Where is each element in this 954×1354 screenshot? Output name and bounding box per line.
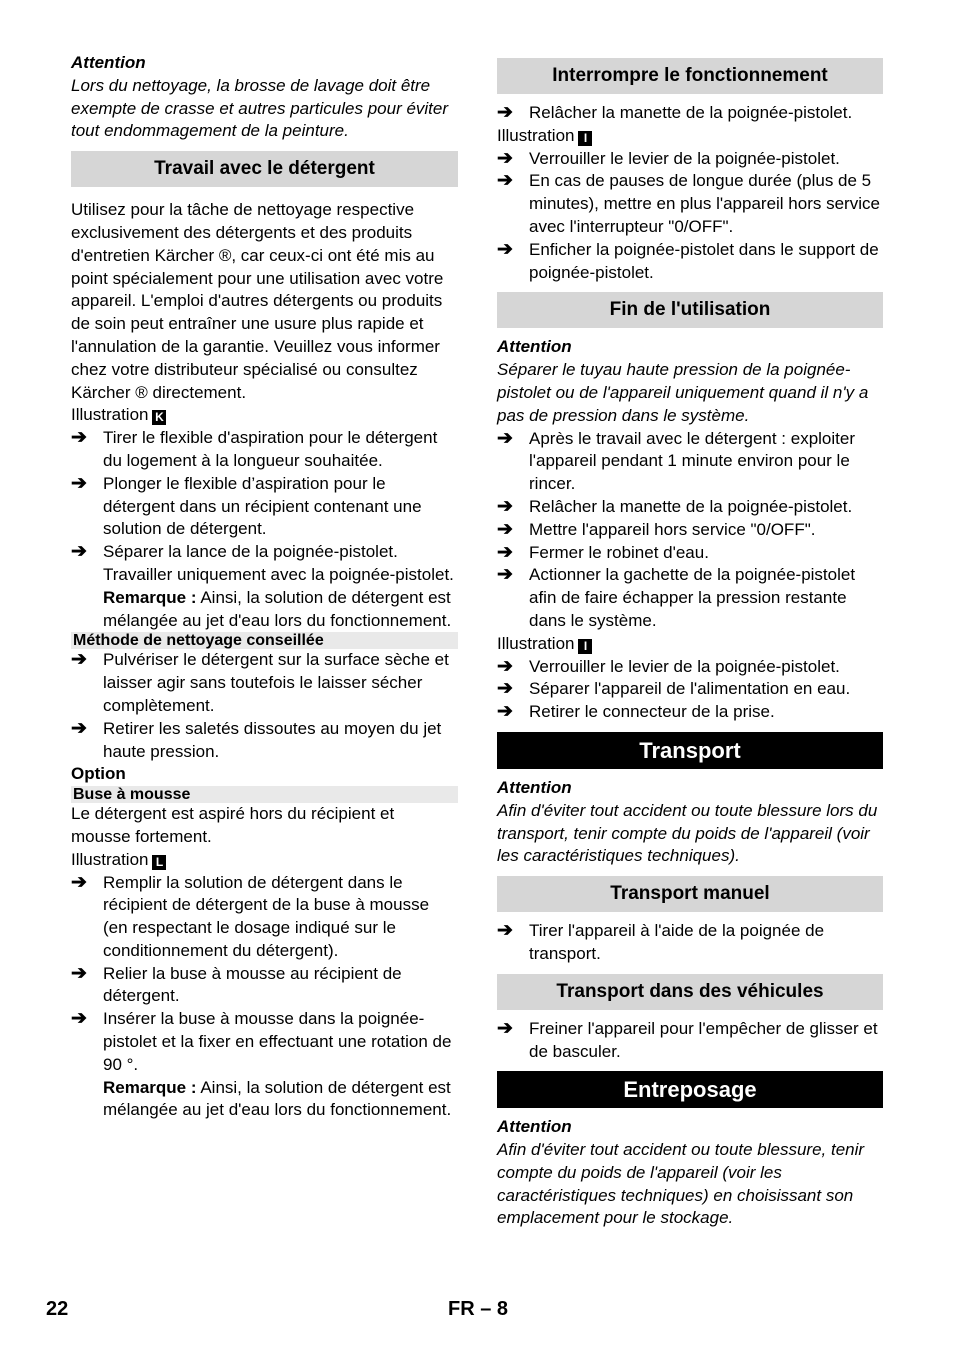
arrow-right-icon: ➔ xyxy=(497,701,513,723)
attention-title: Attention xyxy=(497,1117,572,1137)
arrow-right-icon: ➔ xyxy=(497,495,513,517)
section-heading-interrupt: Interrompre le fonctionnement xyxy=(497,58,883,94)
illustration-ref: Illustration L xyxy=(71,849,458,872)
subheading-foam: Buse à mousse xyxy=(71,786,458,803)
section-heading-detergent: Travail avec le détergent xyxy=(71,151,458,187)
detergent-note: Remarque : Ainsi, la solution de détergent est mélangée au jet d'eau lors du fonctionnement. xyxy=(103,587,452,630)
arrow-right-icon: ➔ xyxy=(71,427,87,449)
illustration-l-icon: L xyxy=(152,855,166,870)
end-steps-2 xyxy=(497,656,883,724)
list-item: ➔ Mettre l'appareil hors service "0/OFF". xyxy=(497,518,816,540)
page-reference: FR – 8 xyxy=(448,1298,509,1320)
list-item: ➔ Retirer les saletés dissoutes au moyen du jet haute pression. xyxy=(71,717,442,761)
end-steps xyxy=(497,428,883,633)
arrow-right-icon: ➔ xyxy=(497,541,513,563)
subheading-method: Méthode de nettoyage conseillée xyxy=(71,632,458,649)
illustration-ref: Illustration I xyxy=(497,633,883,656)
interrupt-steps xyxy=(497,102,883,125)
detergent-intro: Utilisez pour la tâche de nettoyage respective exclusivement des détergents et des produits d'entretien Kärcher ®, car ceux-ci ont été mis au point spécialement pour une utilisation avec votre appareil. L'emploi d'autres détergents ou produits de soin peut entraîner une usure plus rapide et l'annulation de la garantie. Veuillez vous informer chez votre distributeur spécialisé ou consultez Kärcher ® directement. xyxy=(71,200,444,402)
list-item: ➔ Actionner la gachette de la poignée-pistolet afin de faire échapper la pression restante dans le système. xyxy=(497,564,856,630)
section-heading-manual-transport: Transport manuel xyxy=(497,876,883,912)
list-item: ➔ Freiner l'appareil pour l'empêcher de glisser et de basculer. xyxy=(497,1017,878,1061)
foam-intro: Le détergent est aspiré hors du récipient et mousse fortement. xyxy=(71,804,395,846)
arrow-right-icon: ➔ xyxy=(497,655,513,677)
attention-title: Attention xyxy=(497,777,572,797)
illustration-i-icon: I xyxy=(578,131,592,146)
arrow-right-icon: ➔ xyxy=(71,472,87,494)
arrow-right-icon: ➔ xyxy=(71,717,87,739)
arrow-right-icon: ➔ xyxy=(497,920,513,942)
arrow-right-icon: ➔ xyxy=(497,147,513,169)
arrow-right-icon: ➔ xyxy=(497,170,513,192)
option-label: Option xyxy=(71,764,126,784)
arrow-right-icon: ➔ xyxy=(71,962,87,984)
list-item: ➔ Relâcher la manette de la poignée-pistolet. xyxy=(497,102,853,123)
illustration-k-icon: K xyxy=(152,410,166,425)
attention-text: Afin d'éviter tout accident ou toute blessure, tenir compte du poids de l'appareil (voir les caractéristiques techniques) en choisissant son emplacement pour le stockage. xyxy=(497,1140,865,1228)
list-item: ➔ Retirer le connecteur de la prise. xyxy=(497,701,775,723)
list-item: ➔ Tirer l'appareil à l'aide de la poignée de transport. xyxy=(497,920,825,963)
section-heading-vehicle-transport: Transport dans des véhicules xyxy=(497,974,883,1010)
method-steps xyxy=(71,649,458,763)
arrow-right-icon: ➔ xyxy=(71,649,87,671)
arrow-right-icon: ➔ xyxy=(71,541,87,563)
illustration-ref: Illustration K xyxy=(71,404,458,427)
vehicle-steps xyxy=(497,1018,883,1064)
attention-text: Lors du nettoyage, la brosse de lavage doit être exempte de crasse et autres particules pour éviter tout endommagement de la peinture. xyxy=(71,75,449,141)
foam-steps xyxy=(71,872,458,1077)
arrow-right-icon: ➔ xyxy=(71,1008,87,1030)
list-item: ➔ Verrouiller le levier de la poignée-pistolet. xyxy=(497,147,840,169)
list-item: ➔ Séparer la lance de la poignée-pistolet. Travailler uniquement avec la poignée-pistolet. xyxy=(71,541,454,584)
list-item: ➔ Enficher la poignée-pistolet dans le support de poignée-pistolet. xyxy=(497,238,879,282)
arrow-right-icon: ➔ xyxy=(497,238,513,260)
arrow-right-icon: ➔ xyxy=(71,871,87,893)
arrow-right-icon: ➔ xyxy=(497,102,513,123)
right-column xyxy=(497,58,883,1230)
list-item: ➔ En cas de pauses de longue durée (plus de 5 minutes), mettre en plus l'appareil hors service avec l'interrupteur "0/OFF". xyxy=(497,170,880,236)
attention-title: Attention xyxy=(497,337,572,357)
foam-note: Remarque : Ainsi, la solution de détergent est mélangée au jet d'eau lors du fonctionnement. xyxy=(103,1077,452,1120)
arrow-right-icon: ➔ xyxy=(497,564,513,586)
interrupt-steps-2 xyxy=(497,148,883,285)
attention-title: Attention xyxy=(71,53,146,72)
arrow-right-icon: ➔ xyxy=(497,678,513,700)
list-item: ➔ Relâcher la manette de la poignée-pistolet. xyxy=(497,495,853,517)
attention-text: Afin d'éviter tout accident ou toute blessure lors du transport, tenir compte du poids de l'appareil (voir les caractéristiques techniques). xyxy=(497,800,878,866)
page-number: 22 xyxy=(46,1298,69,1320)
list-item: ➔ Fermer le robinet d'eau. xyxy=(497,541,709,563)
manual-steps xyxy=(497,920,883,966)
attention-text: Séparer le tuyau haute pression de la poignée-pistolet ou de l'appareil uniquement quand il n'y a pas de pression dans le système. xyxy=(497,360,869,425)
list-item: ➔ Tirer le flexible d'aspiration pour le détergent du logement à la longueur souhaitée. xyxy=(71,427,438,470)
illustration-i-icon: I xyxy=(578,639,592,654)
list-item: ➔ Après le travail avec le détergent : exploiter l'appareil pendant 1 minute environ pour le rincer. xyxy=(497,427,856,494)
section-heading-transport: Transport xyxy=(497,732,883,769)
list-item: ➔ Pulvériser le détergent sur la surface sèche et laisser agir sans toutefois le laisser sécher complètement. xyxy=(71,649,449,715)
section-heading-storage: Entreposage xyxy=(497,1071,883,1108)
left-column xyxy=(71,52,458,1122)
list-item: ➔ Remplir la solution de détergent dans le récipient de détergent de la buse à mousse (en respectant le dosage indiqué sur le conditionnement du détergent). xyxy=(71,871,430,960)
list-item: ➔ Plonger le flexible d’aspiration pour le détergent dans un récipient contenant une solution de détergent. xyxy=(71,472,422,539)
section-heading-end: Fin de l'utilisation xyxy=(497,292,883,328)
list-item: ➔ Séparer l'appareil de l'alimentation en eau. xyxy=(497,678,851,700)
arrow-right-icon: ➔ xyxy=(497,427,513,449)
arrow-right-icon: ➔ xyxy=(497,1017,513,1039)
list-item: ➔ Insérer la buse à mousse dans la poignée-pistolet et la fixer en effectuant une rotation de 90 °. xyxy=(71,1008,452,1074)
illustration-ref: Illustration I xyxy=(497,125,883,148)
detergent-steps xyxy=(71,427,458,587)
arrow-right-icon: ➔ xyxy=(497,518,513,540)
list-item: ➔ Relier la buse à mousse au récipient de détergent. xyxy=(71,962,402,1006)
list-item: ➔ Verrouiller le levier de la poignée-pistolet. xyxy=(497,655,840,677)
